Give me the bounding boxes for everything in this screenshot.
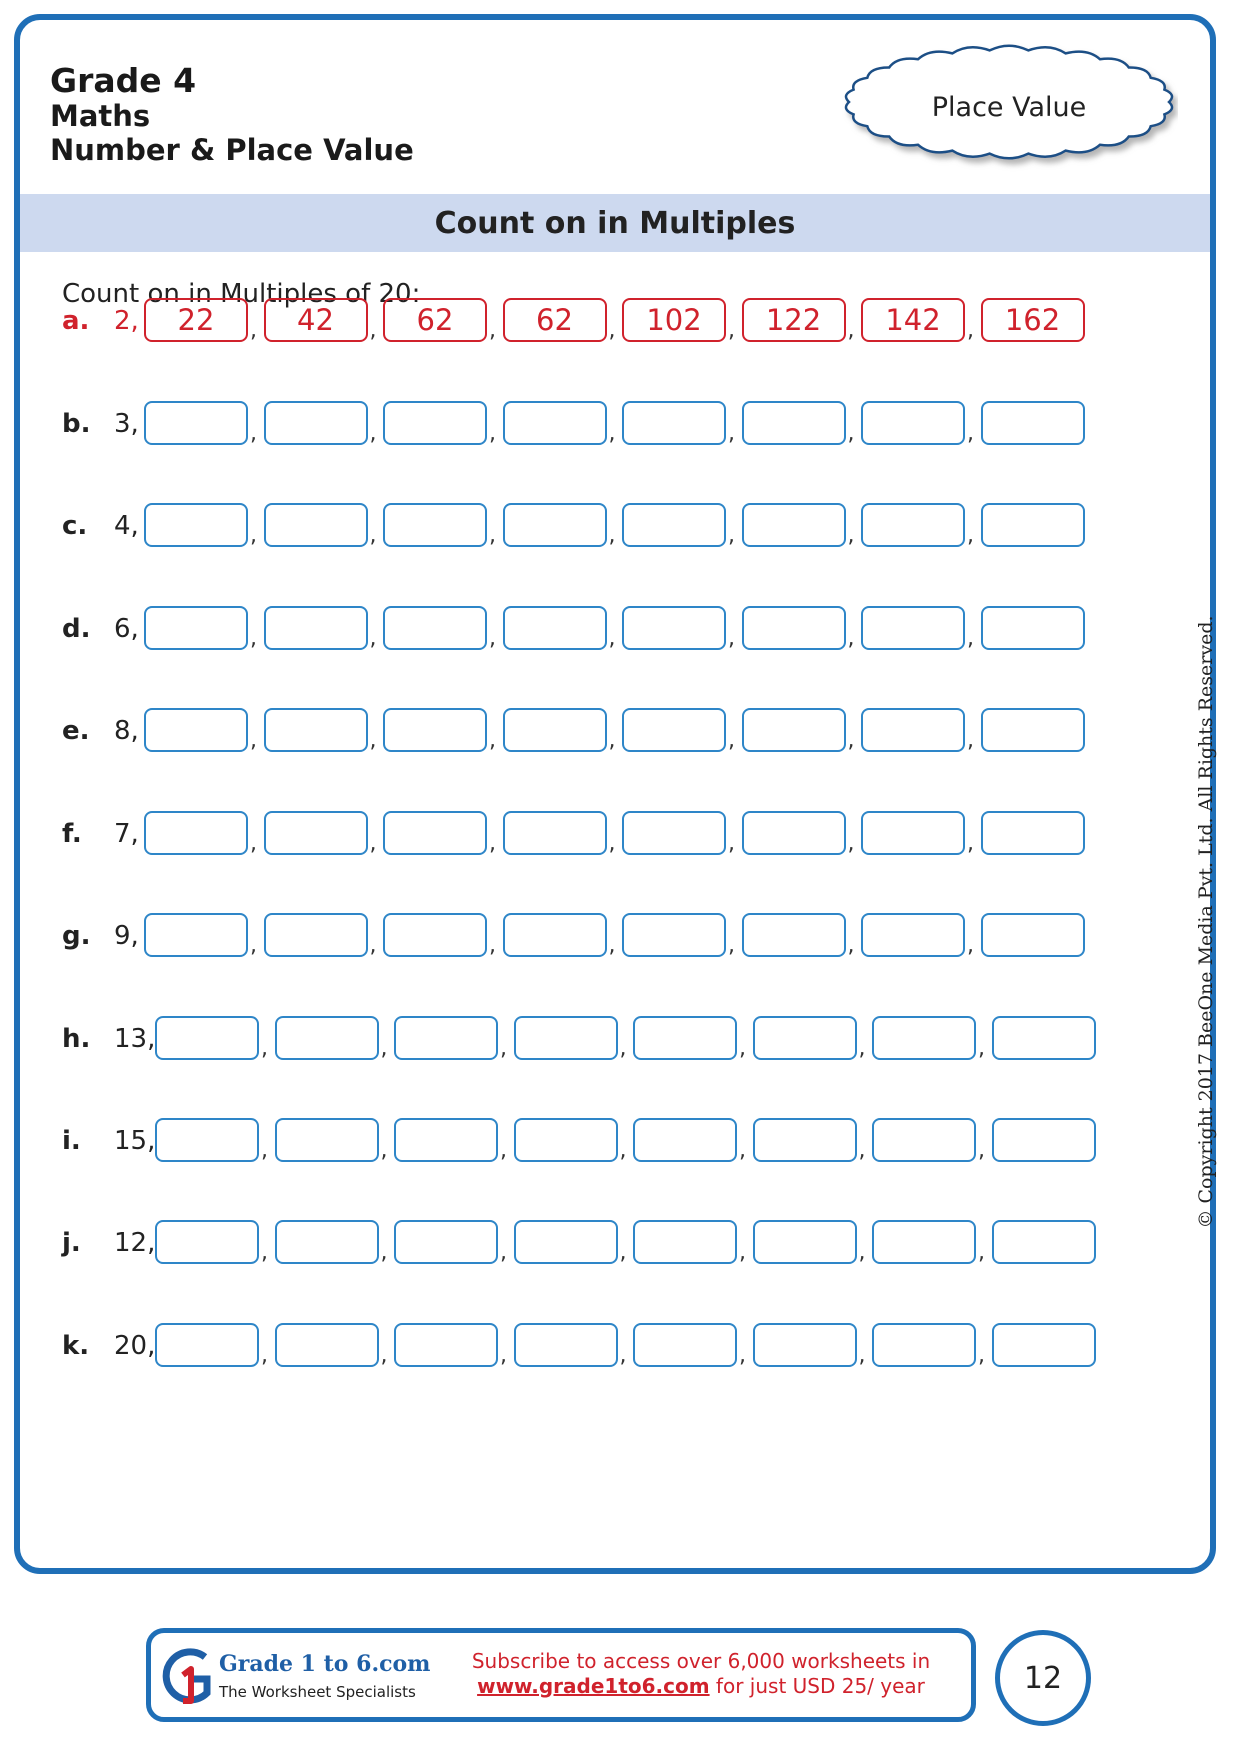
exercise-row <box>0 1118 1239 1164</box>
comma-separator: , <box>261 1240 268 1265</box>
answer-box[interactable] <box>275 1323 379 1367</box>
comma-separator: , <box>978 1036 985 1061</box>
comma-separator: , <box>608 421 616 446</box>
row-label: a. <box>62 306 90 336</box>
answer-box[interactable] <box>622 913 726 957</box>
answer-box[interactable] <box>264 913 368 957</box>
answer-box[interactable] <box>753 1016 857 1060</box>
answer-box[interactable] <box>514 1323 618 1367</box>
answer-box[interactable] <box>981 606 1085 650</box>
comma-separator: , <box>847 421 855 446</box>
comma-separator: , <box>858 1343 866 1368</box>
comma-separator: , <box>619 1036 627 1061</box>
answer-box[interactable] <box>503 503 607 547</box>
answer-box[interactable]: 162 <box>981 298 1085 342</box>
row-label: f. <box>62 819 82 849</box>
comma-separator: , <box>728 318 735 343</box>
comma-separator: , <box>489 523 496 548</box>
answer-box[interactable] <box>275 1016 379 1060</box>
start-number: 2, <box>114 306 139 336</box>
start-number: 9, <box>114 921 139 951</box>
row-label: j. <box>62 1228 81 1258</box>
answer-box[interactable] <box>155 1323 259 1367</box>
answer-box[interactable] <box>742 811 846 855</box>
comma-separator: , <box>608 831 616 856</box>
answer-box[interactable]: 142 <box>861 298 965 342</box>
row-label: d. <box>62 614 91 644</box>
answer-box[interactable]: 22 <box>144 298 248 342</box>
start-number: 6, <box>114 614 139 644</box>
answer-box[interactable] <box>742 913 846 957</box>
comma-separator: , <box>739 1343 746 1368</box>
exercise-row <box>0 708 1239 754</box>
exercise-row <box>0 811 1239 857</box>
start-number: 20, <box>114 1331 156 1361</box>
comma-separator: , <box>369 318 377 343</box>
answer-box[interactable] <box>861 503 965 547</box>
comma-separator: , <box>967 831 974 856</box>
comma-separator: , <box>619 1240 627 1265</box>
answer-box[interactable] <box>275 1220 379 1264</box>
answer-box[interactable] <box>155 1016 259 1060</box>
answer-box[interactable] <box>861 401 965 445</box>
comma-separator: , <box>739 1036 746 1061</box>
comma-separator: , <box>847 523 855 548</box>
answer-box[interactable] <box>992 1323 1096 1367</box>
answer-box[interactable] <box>264 401 368 445</box>
row-label: h. <box>62 1024 91 1054</box>
comma-separator: , <box>739 1240 746 1265</box>
answer-box[interactable] <box>394 1220 498 1264</box>
answer-box[interactable]: 122 <box>742 298 846 342</box>
answer-box[interactable] <box>992 1118 1096 1162</box>
comma-separator: , <box>380 1036 388 1061</box>
exercise-row <box>0 298 1239 344</box>
start-number: 15, <box>114 1126 156 1156</box>
row-label: k. <box>62 1331 90 1361</box>
answer-box[interactable] <box>981 503 1085 547</box>
exercise-row <box>0 401 1239 447</box>
comma-separator: , <box>619 1138 627 1163</box>
answer-box[interactable] <box>514 1118 618 1162</box>
answer-box[interactable] <box>383 913 487 957</box>
answer-box[interactable] <box>144 401 248 445</box>
comma-separator: , <box>608 626 616 651</box>
answer-box[interactable] <box>383 708 487 752</box>
comma-separator: , <box>380 1240 388 1265</box>
answer-box[interactable] <box>503 401 607 445</box>
comma-separator: , <box>261 1343 268 1368</box>
answer-box[interactable] <box>742 606 846 650</box>
answer-box[interactable]: 62 <box>383 298 487 342</box>
topic-heading: Number & Place Value <box>50 133 414 167</box>
comma-separator: , <box>847 318 855 343</box>
comma-separator: , <box>967 933 974 958</box>
comma-separator: , <box>369 933 377 958</box>
comma-separator: , <box>250 523 257 548</box>
start-number: 13, <box>114 1024 156 1054</box>
row-label: e. <box>62 716 90 746</box>
answer-box[interactable] <box>264 606 368 650</box>
answer-box[interactable] <box>622 401 726 445</box>
comma-separator: , <box>739 1138 746 1163</box>
answer-box[interactable]: 42 <box>264 298 368 342</box>
answer-box[interactable] <box>742 708 846 752</box>
answer-box[interactable] <box>861 913 965 957</box>
subscription-promo <box>451 1649 951 1699</box>
answer-box[interactable] <box>264 503 368 547</box>
answer-box[interactable] <box>514 1220 618 1264</box>
comma-separator: , <box>250 933 257 958</box>
answer-box[interactable] <box>872 1323 976 1367</box>
start-number: 3, <box>114 409 139 439</box>
comma-separator: , <box>250 626 257 651</box>
grade-heading: Grade 4 <box>50 61 197 100</box>
comma-separator: , <box>380 1138 388 1163</box>
comma-separator: , <box>728 933 735 958</box>
answer-box[interactable] <box>981 708 1085 752</box>
comma-separator: , <box>858 1036 866 1061</box>
answer-box[interactable] <box>155 1220 259 1264</box>
answer-box[interactable] <box>622 811 726 855</box>
answer-box[interactable] <box>503 913 607 957</box>
worksheet-title-banner: Count on in Multiples <box>20 194 1210 252</box>
row-label: b. <box>62 409 91 439</box>
answer-box[interactable] <box>155 1118 259 1162</box>
comma-separator: , <box>489 626 496 651</box>
grade1to6-logo-icon <box>161 1643 221 1713</box>
answer-box[interactable] <box>992 1016 1096 1060</box>
start-number: 4, <box>114 511 139 541</box>
answer-box[interactable] <box>383 811 487 855</box>
exercise-row <box>0 1220 1239 1266</box>
comma-separator: , <box>967 421 974 446</box>
answer-box[interactable] <box>753 1118 857 1162</box>
answer-box[interactable] <box>383 606 487 650</box>
comma-separator: , <box>380 1343 388 1368</box>
comma-separator: , <box>608 933 616 958</box>
comma-separator: , <box>369 523 377 548</box>
answer-box[interactable] <box>264 811 368 855</box>
comma-separator: , <box>250 831 257 856</box>
answer-box[interactable] <box>144 913 248 957</box>
page-number: 12 <box>995 1630 1091 1726</box>
place-value-badge: Place Value <box>931 91 1087 123</box>
start-number: 8, <box>114 716 139 746</box>
comma-separator: , <box>978 1343 985 1368</box>
comma-separator: , <box>500 1036 507 1061</box>
comma-separator: , <box>261 1036 268 1061</box>
comma-separator: , <box>369 831 377 856</box>
row-label: i. <box>62 1126 81 1156</box>
answer-box[interactable] <box>394 1323 498 1367</box>
comma-separator: , <box>250 318 257 343</box>
exercise-row <box>0 606 1239 652</box>
answer-box[interactable]: 102 <box>622 298 726 342</box>
comma-separator: , <box>250 421 257 446</box>
start-number: 12, <box>114 1228 156 1258</box>
answer-box[interactable] <box>742 401 846 445</box>
comma-separator: , <box>489 728 496 753</box>
comma-separator: , <box>608 728 616 753</box>
comma-separator: , <box>608 523 616 548</box>
comma-separator: , <box>967 626 974 651</box>
comma-separator: , <box>250 728 257 753</box>
subject-heading: Maths <box>50 99 151 133</box>
comma-separator: , <box>967 728 974 753</box>
comma-separator: , <box>500 1240 507 1265</box>
answer-box[interactable] <box>264 708 368 752</box>
answer-box[interactable] <box>753 1323 857 1367</box>
comma-separator: , <box>847 831 855 856</box>
comma-separator: , <box>728 523 735 548</box>
answer-box[interactable] <box>861 606 965 650</box>
answer-box[interactable] <box>981 913 1085 957</box>
answer-box[interactable] <box>633 1118 737 1162</box>
answer-box[interactable] <box>633 1323 737 1367</box>
comma-separator: , <box>847 626 855 651</box>
answer-box[interactable] <box>992 1220 1096 1264</box>
comma-separator: , <box>489 933 496 958</box>
answer-box[interactable] <box>633 1016 737 1060</box>
comma-separator: , <box>728 728 735 753</box>
answer-box[interactable] <box>622 606 726 650</box>
comma-separator: , <box>500 1343 507 1368</box>
comma-separator: , <box>858 1138 866 1163</box>
comma-separator: , <box>967 318 974 343</box>
answer-box[interactable] <box>514 1016 618 1060</box>
answer-box[interactable] <box>742 503 846 547</box>
answer-box[interactable] <box>872 1118 976 1162</box>
answer-box[interactable] <box>633 1220 737 1264</box>
answer-box[interactable] <box>981 811 1085 855</box>
row-label: g. <box>62 921 91 951</box>
exercise-row <box>0 1323 1239 1369</box>
comma-separator: , <box>847 728 855 753</box>
exercise-row <box>0 503 1239 549</box>
answer-box[interactable] <box>753 1220 857 1264</box>
answer-box[interactable] <box>144 503 248 547</box>
comma-separator: , <box>261 1138 268 1163</box>
answer-box[interactable] <box>861 811 965 855</box>
copyright-notice: © Copyright 2017 BeeOne Media Pvt. Ltd. All Rights Reserved. <box>1195 615 1217 1229</box>
answer-box[interactable] <box>622 708 726 752</box>
comma-separator: , <box>847 933 855 958</box>
comma-separator: , <box>489 318 496 343</box>
answer-box[interactable] <box>275 1118 379 1162</box>
answer-box[interactable] <box>383 503 487 547</box>
answer-box[interactable] <box>394 1118 498 1162</box>
start-number: 7, <box>114 819 139 849</box>
answer-box[interactable] <box>144 708 248 752</box>
answer-box[interactable] <box>503 708 607 752</box>
logo-subtitle: The Worksheet Specialists <box>219 1683 416 1701</box>
promo-price: for just USD 25/ year <box>709 1674 925 1698</box>
answer-box[interactable] <box>622 503 726 547</box>
answer-box[interactable] <box>503 811 607 855</box>
logo-title: Grade 1 to 6.com <box>219 1651 431 1677</box>
footer-banner <box>146 1628 976 1722</box>
answer-box[interactable] <box>383 401 487 445</box>
answer-box[interactable] <box>503 606 607 650</box>
promo-line-1: Subscribe to access over 6,000 worksheets in <box>471 1649 931 1673</box>
comma-separator: , <box>978 1138 985 1163</box>
website-link[interactable]: www.grade1to6.com <box>477 1674 710 1698</box>
answer-box[interactable]: 62 <box>503 298 607 342</box>
exercise-row <box>0 1016 1239 1062</box>
answer-box[interactable] <box>872 1220 976 1264</box>
comma-separator: , <box>619 1343 627 1368</box>
promo-line-2 <box>451 1674 951 1699</box>
comma-separator: , <box>608 318 616 343</box>
answer-box[interactable] <box>144 811 248 855</box>
comma-separator: , <box>858 1240 866 1265</box>
answer-box[interactable] <box>144 606 248 650</box>
answer-box[interactable] <box>861 708 965 752</box>
comma-separator: , <box>728 831 735 856</box>
comma-separator: , <box>369 626 377 651</box>
answer-box[interactable] <box>872 1016 976 1060</box>
comma-separator: , <box>500 1138 507 1163</box>
row-label: c. <box>62 511 88 541</box>
comma-separator: , <box>369 728 377 753</box>
comma-separator: , <box>978 1240 985 1265</box>
instruction-text: Count on in Multiples of 20: <box>62 279 421 309</box>
comma-separator: , <box>489 831 496 856</box>
comma-separator: , <box>728 421 735 446</box>
comma-separator: , <box>967 523 974 548</box>
exercise-row <box>0 913 1239 959</box>
answer-box[interactable] <box>394 1016 498 1060</box>
comma-separator: , <box>489 421 496 446</box>
comma-separator: , <box>369 421 377 446</box>
comma-separator: , <box>728 626 735 651</box>
answer-box[interactable] <box>981 401 1085 445</box>
